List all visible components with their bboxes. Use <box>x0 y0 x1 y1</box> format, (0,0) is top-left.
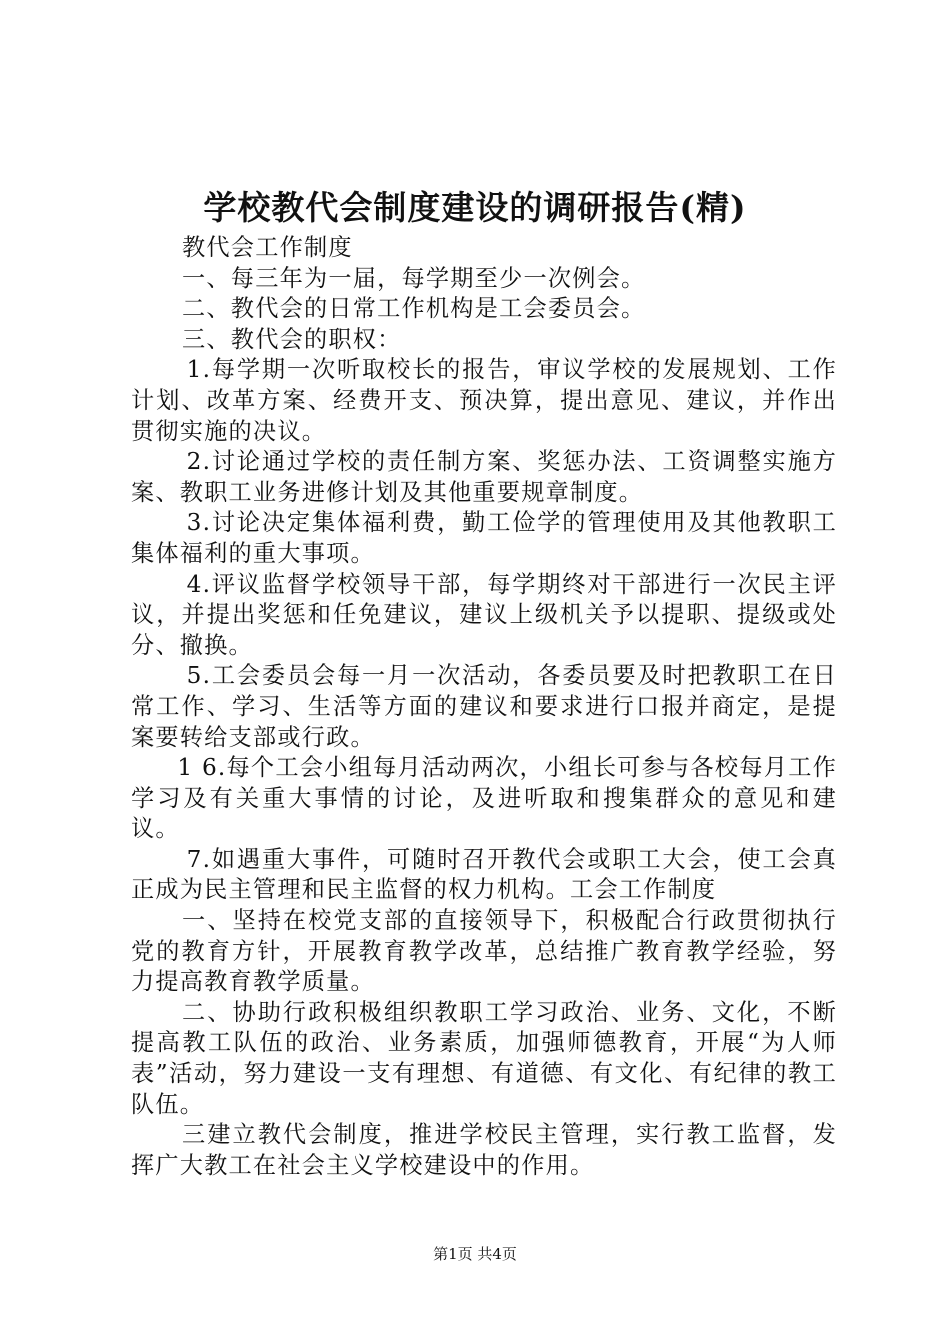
document-body <box>131 233 837 1181</box>
document-title: 学校教代会制度建设的调研报告(精) <box>203 188 747 227</box>
page-footer: 第1页 共4页 <box>433 1245 517 1263</box>
paragraph-4: 三、教代会的职权： <box>182 325 402 353</box>
paragraph-7: 3.讨论决定集体福利费，勤工俭学的管理使用及其他教职工集体福利的重大事项。 <box>131 509 837 567</box>
paragraph-5: 1.每学期一次听取校长的报告，审议学校的发展规划、工作计划、改革方案、经费开支、预决算，提出意见、建议，并作出贯彻实施的决议。 <box>131 356 837 445</box>
paragraph-9: 5.工会委员会每一月一次活动，各委员要及时把教职工在日常工作、学习、生活等方面的建议和要求进行口报并商定，是提案要转给支部或行政。 <box>131 662 837 751</box>
paragraph-12: 一、坚持在校党支部的直接领导下，积极配合行政贯彻执行党的教育方针，开展教育教学改革，总结推广教育教学经验，努力提高教育教学质量。 <box>131 907 837 996</box>
paragraph-3: 二、教代会的日常工作机构是工会委员会。 <box>182 295 646 323</box>
paragraph-14: 三建立教代会制度，推进学校民主管理，实行教工监督，发挥广大教工在社会主义学校建设中的作用。 <box>131 1121 837 1179</box>
paragraph-6: 2.讨论通过学校的责任制方案、奖惩办法、工资调整实施方案、教职工业务进修计划及其他重要规章制度。 <box>131 448 837 506</box>
paragraph-1: 教代会工作制度 <box>182 234 353 261</box>
paragraph-13: 二、协助行政积极组织教职工学习政治、业务、文化，不断提高教工队伍的政治、业务素质，加强师德教育，开展“为人师表”活动，努力建设一支有理想、有道德、有文化、有纪律的教工队伍。 <box>131 998 837 1118</box>
paragraph-11: 7.如遇重大事件，可随时召开教代会或职工大会，使工会真正成为民主管理和民主监督的权力机构。工会工作制度 <box>131 845 837 904</box>
paragraph-10: 1 6.每个工会小组每月活动两次，小组长可参与各校每月工作学习及有关重大事情的讨论，及进听取和搜集群众的意见和建议。 <box>131 754 837 843</box>
paragraph-8: 4.评议监督学校领导干部，每学期终对干部进行一次民主评议，并提出奖惩和任免建议，建议上级机关予以提职、提级或处分、撤换。 <box>131 570 837 659</box>
paragraph-2: 一、每三年为一届，每学期至少一次例会。 <box>182 264 646 292</box>
